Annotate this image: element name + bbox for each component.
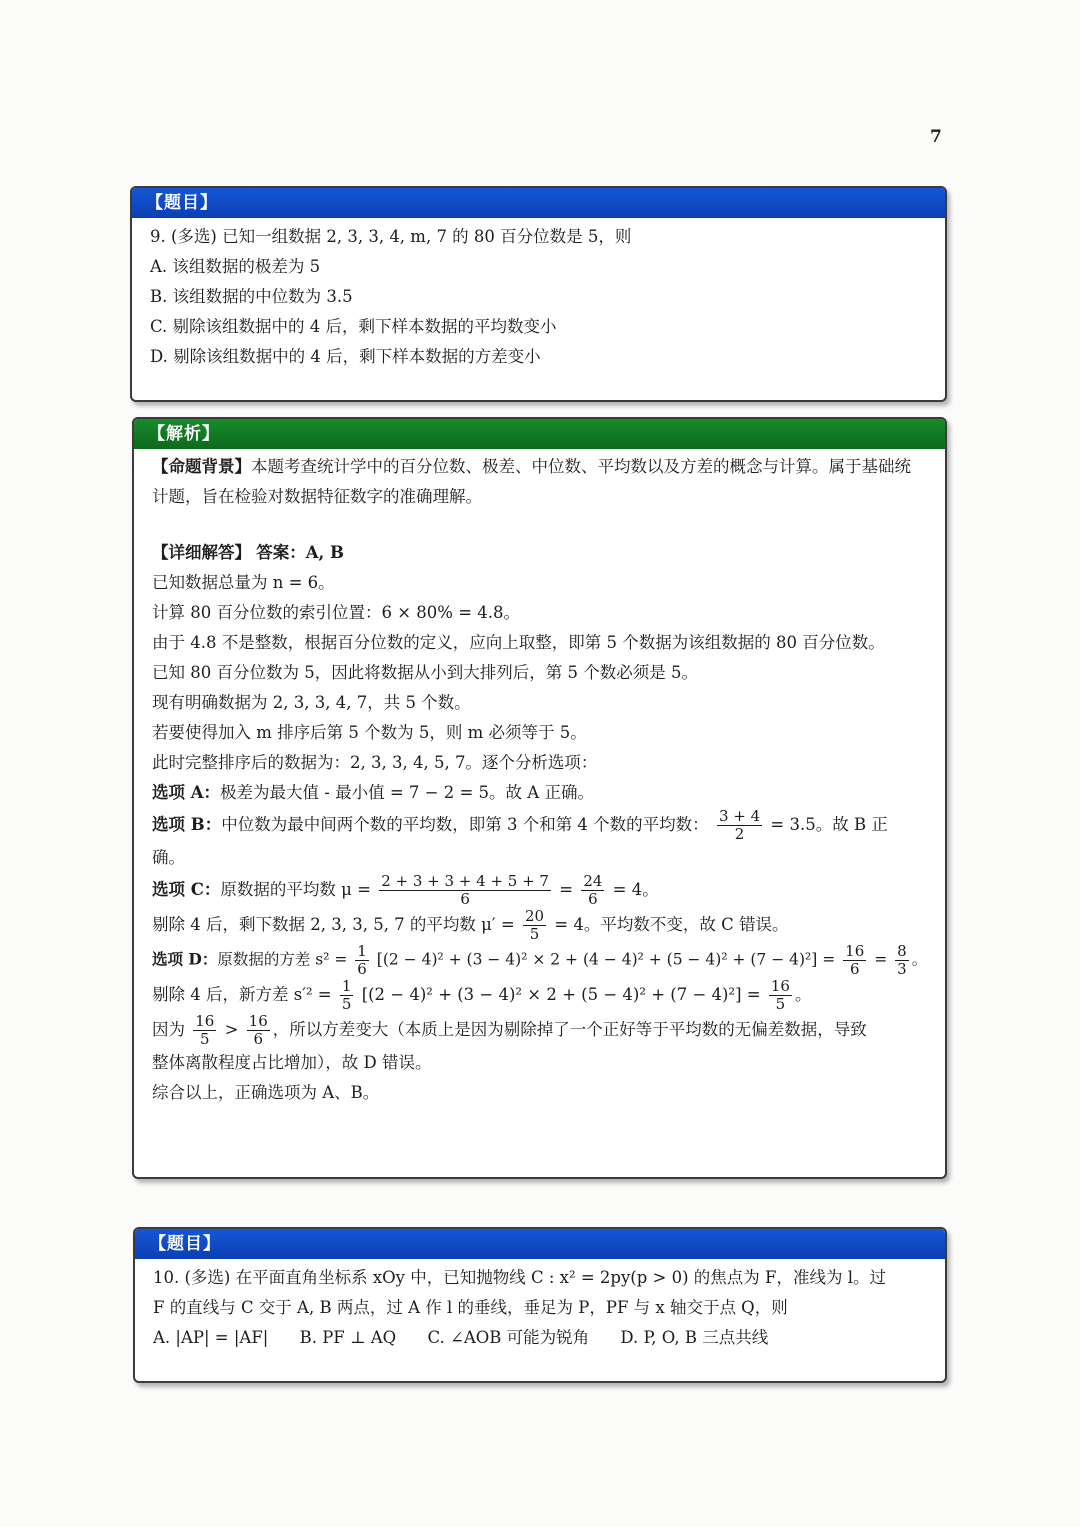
fraction — [340, 978, 354, 1013]
solution-line-2: 计算 80 百分位数的索引位置：6 × 80% = 4.8。 — [152, 603, 521, 622]
detail-heading — [152, 538, 927, 568]
question-10-header: 【题目】 — [135, 1229, 945, 1259]
question-10-option-c: C. ∠AOB 可能为锐角 — [427, 1328, 590, 1347]
fraction-numerator: 8 — [897, 942, 907, 960]
option-d2-tail: 。 — [794, 985, 812, 1004]
conclusion: 综合以上，正确选项为 A、B。 — [152, 1083, 380, 1102]
question-10-options — [153, 1323, 927, 1353]
question-10-stem: 10. (多选) 在平面直角坐标系 xOy 中，已知抛物线 C : x² = 2py(p > 0) 的焦点为 F，准线为 l。过 — [153, 1268, 886, 1287]
fraction-denominator: 3 — [897, 960, 907, 978]
option-c2-tail: = 4。平均数不变，故 C 错误。 — [554, 915, 789, 934]
page-number: 7 — [930, 127, 942, 147]
option-b-text: 中位数为最中间两个数的平均数，即第 3 个和第 4 个数的平均数： — [221, 815, 709, 834]
option-d3-text: ，所以方差变大（本质上是因为剔除掉了一个正好等于平均数的无偏差数据，导致 — [272, 1020, 867, 1039]
answer-text: 答案：A, B — [256, 543, 344, 562]
option-c2-text: 剔除 4 后，剩下数据 2, 3, 3, 5, 7 的平均数 μ′ = — [152, 915, 515, 934]
fraction — [717, 808, 762, 843]
option-c-tail: = 4。 — [612, 880, 659, 899]
equals-sign: = — [559, 880, 574, 899]
option-d-analysis-4: 整体离散程度占比增加），故 D 错误。 — [152, 1053, 432, 1072]
option-d-tail: 。 — [911, 950, 928, 969]
fraction — [247, 1013, 270, 1048]
fraction-numerator: 24 — [583, 872, 603, 890]
fraction — [379, 873, 551, 908]
option-a-text: 极差为最大值 - 最小值 = 7 − 2 = 5。故 A 正确。 — [220, 783, 594, 802]
fraction — [581, 873, 604, 908]
fraction-numerator: 1 — [341, 977, 352, 995]
background-paragraph — [152, 452, 927, 512]
solution-line-5: 现有明确数据为 2, 3, 3, 4, 7，共 5 个数。 — [152, 693, 471, 712]
fraction-numerator: 16 — [845, 942, 865, 960]
solution-line-3: 由于 4.8 不是整数，根据百分位数的定义，应向上取整，即第 5 个数据为该组数据的 80 百分位数。 — [152, 633, 885, 652]
question-9-option-d: D. 剔除该组数据中的 4 后，剩下样本数据的方差变小 — [150, 347, 541, 366]
solution-line-7: 此时完整排序后的数据为：2, 3, 3, 4, 5, 7。逐个分析选项： — [152, 753, 598, 772]
fraction-numerator: 1 — [357, 942, 367, 960]
fraction — [355, 943, 369, 978]
analysis-header: 【解析】 — [134, 419, 945, 449]
fraction-denominator: 6 — [253, 1030, 263, 1048]
option-b-tail-2: 确。 — [152, 848, 185, 867]
greater-than-sign: > — [224, 1020, 239, 1039]
fraction-numerator: 20 — [524, 907, 545, 925]
fraction-denominator: 5 — [775, 995, 786, 1013]
fraction-denominator: 6 — [849, 960, 860, 978]
option-d-analysis — [152, 943, 927, 978]
fraction-numerator: 2 + 3 + 3 + 4 + 5 + 7 — [381, 872, 549, 890]
fraction-denominator: 2 — [734, 825, 745, 843]
fraction-denominator: 6 — [588, 890, 598, 908]
fraction-denominator: 5 — [341, 995, 352, 1013]
question-10-card — [133, 1227, 947, 1383]
option-b-tail: = 3.5。故 B 正 — [770, 815, 888, 834]
fraction-denominator: 5 — [200, 1030, 210, 1048]
fraction — [523, 908, 546, 943]
option-b-label: 选项 B： — [152, 815, 222, 834]
fraction — [843, 943, 866, 978]
option-c-analysis-2 — [152, 908, 927, 943]
option-d3-prefix: 因为 — [152, 1020, 185, 1039]
option-c-label: 选项 C： — [152, 880, 221, 899]
fraction-denominator: 5 — [529, 925, 540, 943]
question-10-stem-2: F 的直线与 C 交于 A, B 两点，过 A 作 l 的垂线，垂足为 P，PF 与 x 轴交于点 Q，则 — [153, 1298, 788, 1317]
question-9-card — [130, 186, 947, 402]
background-text: 本题考查统计学中的百分位数、极差、中位数、平均数以及方差的概念与计算。属于基础统计题，旨在检验对数据特征数字的准确理解。 — [152, 457, 911, 506]
variance-expression: [(2 − 4)² + (3 − 4)² × 2 + (4 − 4)² + (5 − 4)² + (7 − 4)²] = — [376, 950, 836, 969]
question-9-header: 【题目】 — [132, 188, 945, 218]
option-c-analysis — [152, 873, 927, 908]
fraction — [769, 978, 792, 1013]
option-d-analysis-3 — [152, 1013, 927, 1048]
solution-line-6: 若要使得加入 m 排序后第 5 个数为 5，则 m 必须等于 5。 — [152, 723, 587, 742]
question-9-option-a: A. 该组数据的极差为 5 — [150, 257, 321, 276]
option-a-label: 选项 A： — [152, 783, 221, 802]
fraction-numerator: 16 — [770, 977, 790, 995]
question-10-option-d: D. P, O, B 三点共线 — [620, 1328, 769, 1347]
question-9-stem: 9. (多选) 已知一组数据 2, 3, 3, 4, m, 7 的 80 百分位数是 5，则 — [150, 227, 632, 246]
equals-sign: = — [874, 950, 888, 969]
detail-label: 【详细解答】 — [152, 543, 251, 562]
question-9-option-b: B. 该组数据的中位数为 3.5 — [150, 287, 353, 306]
option-c-text: 原数据的平均数 μ = — [220, 880, 371, 899]
fraction-denominator: 6 — [357, 960, 367, 978]
fraction — [193, 1013, 216, 1048]
fraction-denominator: 6 — [460, 890, 470, 908]
option-d2-text: 剔除 4 后，新方差 s′² = — [152, 985, 332, 1004]
option-b-analysis — [152, 808, 927, 843]
option-d-text: 原数据的方差 s² = — [217, 950, 348, 969]
analysis-card — [132, 417, 947, 1179]
option-d-label: 选项 D： — [152, 949, 218, 969]
fraction-numerator: 16 — [248, 1012, 268, 1030]
fraction-numerator: 16 — [195, 1012, 215, 1030]
fraction — [895, 943, 909, 978]
new-variance-expression: [(2 − 4)² + (3 − 4)² × 2 + (5 − 4)² + (7 − 4)²] = — [361, 985, 761, 1004]
fraction-numerator: 3 + 4 — [718, 807, 761, 825]
option-a-analysis — [152, 778, 927, 808]
question-9-option-c: C. 剔除该组数据中的 4 后，剩下样本数据的平均数变小 — [150, 317, 557, 336]
question-10-option-a: A. |AP| = |AF| — [153, 1328, 269, 1347]
background-label: 【命题背景】 — [152, 457, 251, 476]
solution-line-1: 已知数据总量为 n = 6。 — [152, 573, 335, 592]
question-10-option-b: B. PF ⊥ AQ — [299, 1328, 397, 1347]
option-d-analysis-2 — [152, 978, 927, 1013]
solution-line-4: 已知 80 百分位数为 5，因此将数据从小到大排列后，第 5 个数必须是 5。 — [152, 663, 698, 682]
